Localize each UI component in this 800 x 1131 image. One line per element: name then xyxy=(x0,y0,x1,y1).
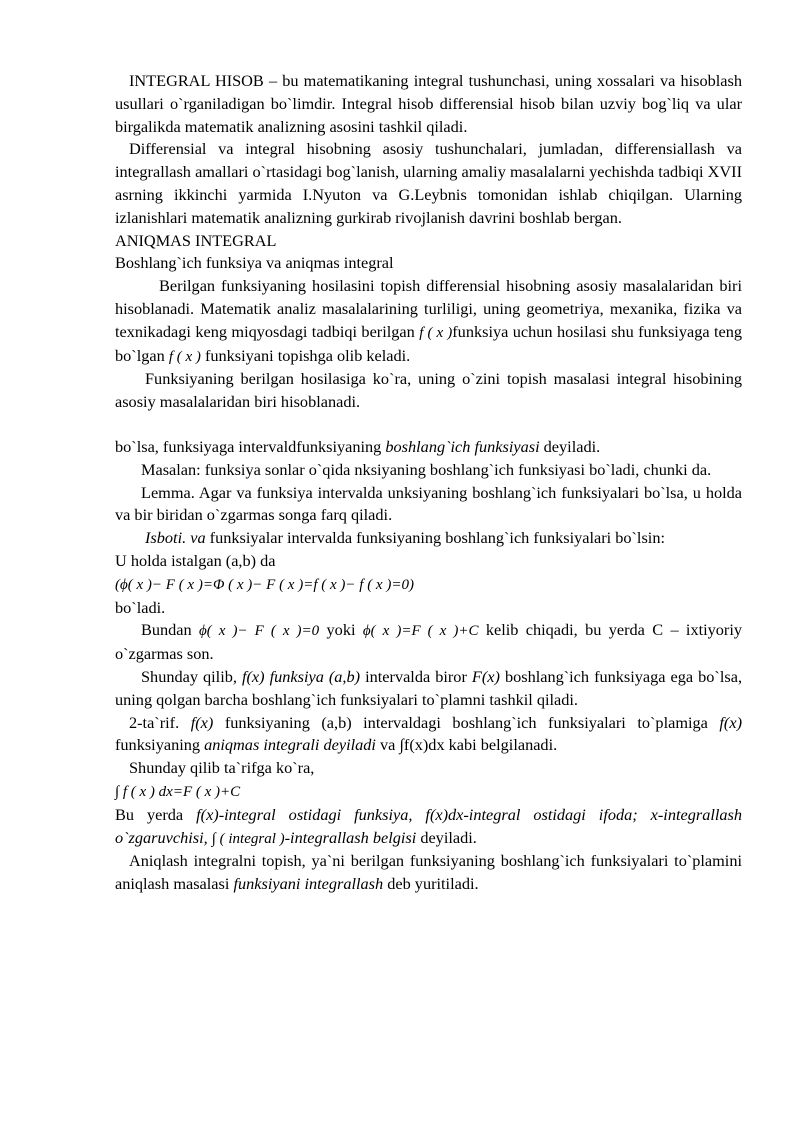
subsection-heading: Boshlang`ich funksiya va aniqmas integral xyxy=(115,253,394,273)
text-run: va ∫f(x)dx kabi belgilanadi. xyxy=(375,735,558,755)
paragraph-definition xyxy=(115,436,742,459)
text-run: funksiyaning xyxy=(115,735,205,755)
paragraph-result: bo`ladi. xyxy=(115,597,166,617)
blank-line xyxy=(115,414,742,436)
paragraph-history: Differensial va integral hisobning asosiy tushunchalari, jumladan, differensiallash va integrallash amallari o`rtasidagi bog`lanish, ularning amaliy masalalarni yechishda tadbiqi XVII asrning ikkinchi yarmida I.Nyuton va G.Leybnis tomonidan ishlab chiqilgan. Ularning izlanishlari matematik analizning gurkirab rivojlanish davrini boshlab bergan. xyxy=(115,139,742,227)
formula-integral xyxy=(115,780,742,804)
term-integration: funksiyani integrallash xyxy=(233,874,384,894)
paragraph-proof-step: U holda istalgan (a,b) da xyxy=(115,550,276,570)
term-fx: f(x) xyxy=(190,712,214,732)
text-run: funksiyalar intervalda funksiyaning boshlang`ich funksiyalari bo`lsin: xyxy=(205,528,665,548)
document-body xyxy=(115,70,742,896)
term-integrand: f(x)-integral ostidagi funksiya, f(x)dx-integral ostidagi ifoda; x-integrallash o`zgaruvchisi, xyxy=(115,804,743,847)
paragraph-lemma: Lemma. Agar va funksiya intervalda unksiyaning boshlang`ich funksiyalari bo`lsa, u holda va bir biridan o`zgarmas songa farq qiladi. xyxy=(115,482,742,525)
paragraph-intro: INTEGRAL HISOB – bu matematikaning integral tushunchasi, uning xossalari va hisoblash usullari o`rganiladigan bo`limdir. Integral hisob differensial hisob bilan uzviy bog`liq va ular birgalikda matematik analizning asosini tashkil qiladi. xyxy=(115,71,742,136)
text-run: funksiyaning (a,b) intervaldagi boshlang`ich funksiyalari to`plamiga xyxy=(213,712,720,732)
formula-text: (ϕ( x )− F ( x )=Φ ( x )− F ( x )=f ( x )− f ( x )=0) xyxy=(115,576,414,593)
paragraph-definition-2 xyxy=(115,712,742,758)
section-heading: ANIQMAS INTEGRAL xyxy=(115,230,277,250)
paragraph-integration xyxy=(115,850,742,896)
paragraph-terms xyxy=(115,804,742,851)
text-run: deyiladi. xyxy=(539,436,601,456)
formula-plus-c: ϕ( x )=F ( x )+C xyxy=(362,623,479,640)
formula-difference xyxy=(115,573,742,597)
term-capital-f: F(x) xyxy=(471,666,500,686)
formula-fx: f ( x ) xyxy=(419,324,453,341)
text-run: 2-ta`rif. xyxy=(129,712,191,732)
formula-zero-difference: ϕ( x )− F ( x )=0 xyxy=(199,623,320,640)
term-function: f(x) funksiya (a,b) xyxy=(241,666,361,686)
text-run: kelib chiqadi, bu yerda C – ixtiyoriy o`zgarmas son. xyxy=(115,620,743,664)
paragraph-example: Masalan: funksiya sonlar o`qida nksiyaning boshlang`ich funksiyasi bo`ladi, chunki da. xyxy=(141,459,712,479)
paragraph-proof xyxy=(115,527,742,550)
text-run: deyiladi. xyxy=(416,827,477,847)
text-run: funksiya uchun hosilasi shu funksiyaga teng bo`lgan xyxy=(115,321,742,365)
term-indefinite-integral: aniqmas integrali deyiladi xyxy=(204,735,376,755)
formula-fx: f ( x ) xyxy=(168,348,201,365)
text-run: intervalda biror xyxy=(360,666,472,686)
term-antiderivative: boshlang`ich funksiyasi xyxy=(385,436,540,456)
text-run: funksiyani topishga olib keladi. xyxy=(200,345,411,365)
text-run: Bu yerda xyxy=(115,804,197,824)
paragraph-inverse-problem: Funksiyaning berilgan hosilasiga ko`ra, uning o`zini topish masalasi integral hisobining asosiy masalalaridan biri hisoblanadi. xyxy=(115,369,742,412)
text-run: bo`lsa, funksiyaga intervaldfunksiyaning xyxy=(115,436,386,456)
paragraph-summary xyxy=(115,666,742,712)
text-run: Shunday qilib, xyxy=(141,666,242,686)
text-run: Aniqlash integralni topish, ya`ni berilgan funksiyaning boshlang`ich funksiyalari to`plamini aniqlash masalasi xyxy=(115,851,742,894)
text-run: deb yuritiladi. xyxy=(383,874,479,894)
text-run: Bundan xyxy=(141,620,200,640)
text-run: Berilgan funksiyaning hosilasini topish differensial hisobning asosiy masalalaridan biri hisoblanadi. Matematik analiz masalalarining turliligi, uning geometriya, mexanika, fizika va texnikadagi keng miqyosdagi tadbiqi berilgan xyxy=(115,276,742,341)
formula-text: ∫ f ( x ) dx=F ( x )+C xyxy=(115,783,241,800)
term-integral-sign: -integrallash belgisi xyxy=(284,827,417,847)
paragraph-derivative-problem xyxy=(115,275,742,368)
proof-label: Isboti. va xyxy=(145,528,206,548)
paragraph-by-definition: Shunday qilib ta`rifga ko`ra, xyxy=(129,758,315,778)
term-fx: f(x) xyxy=(719,712,742,732)
paragraph-conclusion xyxy=(115,619,742,666)
text-run: yoki xyxy=(319,620,363,640)
text-run: boshlang`ich funksiyaga ega bo`lsa, uning qolgan barcha boshlang`ich funksiyalari to`plamni tashkil qiladi. xyxy=(115,666,743,709)
formula-integral-sign: ∫ ( integral ) xyxy=(211,830,285,847)
